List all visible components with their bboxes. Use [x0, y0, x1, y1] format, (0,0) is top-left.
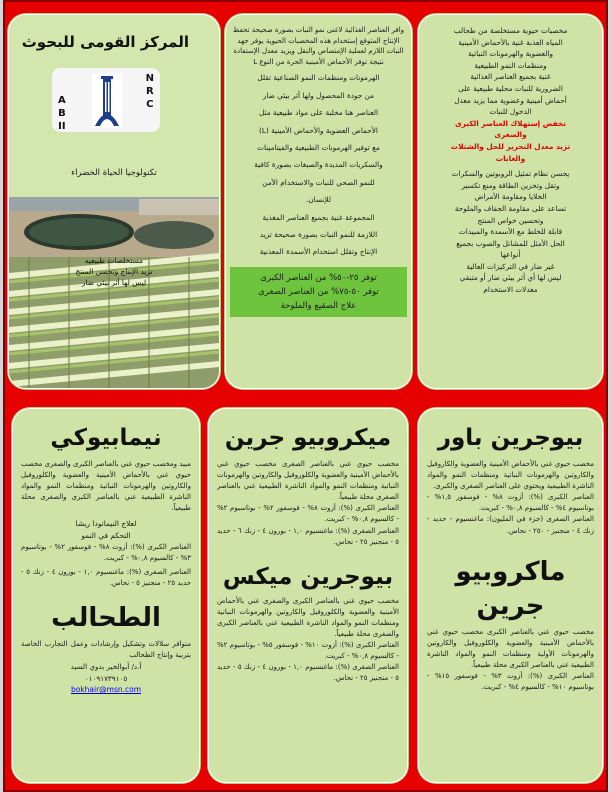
nutrient-line: المجموعة غنية بجميع العناصر المغذية — [262, 212, 375, 222]
cover-line: مستخلصات طبيعيه — [84, 256, 144, 265]
benefit-line: والعضوية والهرمونات النباتية — [468, 49, 553, 59]
contact-email-wrap — [21, 684, 191, 696]
contact-block — [13, 635, 199, 696]
nutrient-line: للنمو الصحي للنبات والاستخدام الآمن — [262, 177, 375, 187]
panel-biogreen-power — [418, 408, 603, 783]
product-details-2 — [209, 592, 407, 685]
product-title-2b: جرين — [476, 590, 545, 621]
benefits-list — [419, 15, 602, 296]
savings-line: توفر ٢٥-٥٠% من العناصر الكبرى — [260, 272, 377, 283]
logo-letter: B — [58, 108, 66, 119]
nutrient-line: الهرمونات ومنظمات النمو الصناعية تقلل — [257, 73, 380, 83]
product-description: مخصب حيوي غني بالعناصر الكبرى والصغرى غني بالأحماض الأمينية والعضوية والكلوروفيل والكاروتين والهرمونات النباتية ومنظمات النمو والمواد الناشرة الطبيعية غني بالعناصر الكبرى والصغرى محلة طبيعياً. — [217, 596, 399, 639]
algae-ponds-photo — [9, 197, 219, 388]
product-description: مبيد ومخصب حيوي غني بالعناصر الكبرى والصغرى مخصب حيوي غني بالأحماض الأمينية والعضوية والكلوروفيل والكاروتين والهرمونات النباتية ومنظمات النمو والمواد الناشرة الطبيعية غني بالعناصر الكبرى والصغرى محلة طبيعياً. — [21, 460, 191, 513]
panel-nemabioki — [12, 408, 200, 783]
logo-letter: C — [146, 99, 154, 110]
benefit-line: المياه العذبة غنية بالأحماض الأمينية — [458, 37, 563, 47]
macro-elements: العناصر الكبرى (%): أزوت ١٠% - فوسفور ٥% - بوتاسيوم ٢% - كالسيوم ٠,٨% - كبريت. — [217, 641, 399, 661]
usage-note: التحكم في النمو — [81, 531, 131, 541]
benefit-line: ومنظمات النمو الطبيعية — [474, 60, 547, 70]
cover-line: ليس لها أثر بيئي ضار — [81, 277, 147, 287]
nutrient-line: والسكريات المديدة والصبغات بصورة كافية — [254, 160, 383, 170]
highlight-line: والصغرى — [494, 130, 527, 140]
benefit-line: يحسن نظام تمثيل الروبوتين والسكرات — [451, 169, 570, 179]
org-title: المركز القومى للبحوث — [21, 33, 189, 51]
product-title-2: بيوجرين ميكس — [222, 563, 394, 590]
nutrient-line: من جودة المحصول ولها أثر بيئي ضار — [262, 90, 375, 100]
benefit-line: ليس لها أي أثر بيئي ضار أو متبقي — [459, 273, 562, 283]
benefit-line: قابلة للخلط مع الأسمدة والمبيدات — [458, 227, 563, 237]
contact-name: أ.د/ أبوالخير بدوي السيد — [70, 662, 142, 672]
nutrient-line: الأحماض العضوية والأحماض الأمينية (L) — [259, 125, 378, 135]
benefit-line: مخصبات حيوية مستخلصة من طحالب — [453, 26, 568, 35]
savings-line: توفر ٥٠-٧٥% من العناصر الصغرى — [258, 286, 379, 297]
nutrient-line: اللازمة للنمو النبات بصورة صحيحة تزيد — [259, 230, 378, 240]
algae-title: الطحالب — [51, 603, 161, 634]
contact-email-link[interactable]: bokhair@msn.com — [70, 685, 142, 695]
benefit-line: أنواعها — [500, 250, 521, 260]
highlight-line: والغابات — [495, 153, 526, 163]
benefit-line: وتحسين خواص المنتج — [477, 215, 544, 225]
highlight-line: تخفض إستهلاك العناصر الكبرى — [455, 118, 566, 128]
product-title: ميكروبيو جرين — [224, 425, 392, 451]
panel-benefits — [418, 14, 603, 389]
benefit-line: غير ضار في التركيزات العالية — [466, 261, 555, 271]
micro-elements: العناصر الصغرى (جزء في المليون): ماغنسيوم - حديد - زنك ٤ - منجنيز - ٢٥٠ - نحاس. — [427, 515, 594, 535]
macro-elements: العناصر الكبرى (%): أزوت ٨% - فوسفور ٢% - بوتاسيوم ٣% - كالسيوم ٠,٨% - كبريت. — [21, 542, 192, 562]
benefit-line: وتقل وتخزين الطاقة ومنع تكسير — [461, 180, 560, 190]
logo-letters-right — [146, 72, 154, 111]
logo-letter: II — [58, 121, 66, 132]
panel-cover — [8, 14, 220, 389]
benefit-line: الحل الأمثل للمشاتل والصوب بجميع — [456, 238, 565, 248]
micro-elements: العناصر الصغرى (%): ماغنسيوم ١,٠ - بورون ٤ - زنك ٥ - حديد ٢٥ - منجنيز ٥ - نحاس. — [21, 567, 191, 587]
product-details-2 — [419, 623, 602, 694]
nutrient-line: الإنتاج وتقلل استخدام الأسمدة المعدنية — [259, 247, 378, 257]
logo-letter: A — [58, 95, 66, 106]
macro-elements: العناصر الكبرى (%): أزوت ٣% - فوسفور ١٥% - بوتاسيوم ١٠% - كالسيوم ٤% - كبريت. — [427, 672, 594, 692]
nutrients-paragraph: وافر العناصر الغذائية لاغنى نمو النبات بصورة صحيحة تحفظ الإنتاج المتوقع إستخدام هذه المخصبات الحيوية يوفر جهد النبات اللازم لعملية الإمتصاص والنقل ويزيد معدل الإستفادة نتيجة توفر الأحماض الأمينية الحرة من النوع L — [232, 26, 405, 66]
savings-box — [230, 267, 407, 317]
algae-services: متوافر سلالات وتشكيل وإرشادات وعمل التجارب الخاصة بتربية وإنتاج الطحالب — [21, 640, 191, 660]
micro-elements: العناصر الصغرى (%): ماغنسيوم ١,٠ - بورون ٤ - زنك ٦ - حديد ٥ - منجنيز ٢٥ - نحاس. — [217, 526, 399, 546]
product-details — [13, 453, 199, 589]
product-title-2a: ماكروبيو — [455, 556, 566, 587]
contact-phone: ٠١٠٩١٧٣٩١٠٥ — [84, 673, 128, 683]
nutrient-line: مع توفير الهرمونات الطبيعية والفيتامينات — [257, 143, 380, 152]
logo-letter: N — [145, 73, 154, 84]
product-description: مخصب حيوي غني بالعناصر الكبرى مخصب حيوي غني بالأحماض الأمينية والعضوية والكلوروفيل والكاروتين والهرمونات الأولية ومنظمات النمو والمواد الناشرة الطبيعية غني بالعناصر الكبرى محلة طبيعياً. — [427, 627, 594, 669]
cover-lines — [9, 256, 219, 288]
logo-letter: R — [145, 86, 154, 97]
product-details — [209, 453, 407, 548]
benefit-line: تساعد على مقاومة الجفاف والملوحة — [454, 203, 567, 213]
macro-elements: العناصر الكبرى (%): أزوت ٨% - فوسفور ١,٥% - بوتاسيوم ٤% - كالسيوم ٠,٨% - كبريت. — [427, 493, 594, 513]
cover-line: تزيد الإنتاج وتحسن المنتج — [75, 266, 153, 276]
micro-elements: العناصر الصغرى (%): ماغنسيوم ١,٠ - بورون ٤ - زنك ٥ - حديد ٥ - منجنيز ٢٥ - نحاس. — [217, 663, 399, 683]
benefit-line: الخلايا ومقاومة الأمراض — [474, 192, 547, 202]
logo-letters-left — [58, 94, 66, 133]
benefit-line: أحماض أمينية وعضوية مما يزيد معدل — [454, 95, 567, 105]
product-description: مخصب حيوي غني بالأحماض الأمينية والعضوية والكاروفيل والكاروتين والهرمونات النباتية ومنظمات النمو والمواد الناشرة الطبيعية ويحتوي على العناصر الصغرى والكبرى. — [427, 460, 594, 491]
nutrient-line: العناصر هنا مخلبة على مواد طبيعية مثل — [258, 108, 379, 118]
benefit-line: غنية بجميع العناصر الغذائية — [470, 72, 551, 82]
highlight-line: تزيد معدل التحرير للحل والشتلات — [450, 141, 571, 151]
savings-line: علاج الصقيع والملوحة — [280, 300, 357, 311]
nrc-logo — [52, 68, 160, 132]
nutrient-line: للإنسان. — [305, 195, 332, 205]
benefit-line: الضرورية للنبات محلية طبيعية على — [458, 83, 563, 93]
product-description: مخصب حيوي غني بالعناصر الصغرى مخصب حيوي غني بالأحماض الأمينية والعضوية والكلوروفيل والكاروتين والهرمونات النباتية ومنظمات النمو والمواد الناشرة الطبيعية غني بالعناصر الصغرى محلة طبيعياً. — [217, 460, 399, 502]
benefit-line: معدلات الاستخدام — [483, 285, 538, 295]
product-title: بيوجرين باور — [437, 425, 584, 451]
product-title: نيمابيوكي — [50, 425, 162, 451]
nutrients-list — [226, 67, 411, 260]
benefit-line: الدخول للنبات — [489, 107, 532, 117]
cover-subtitle: تكنولوجيا الحياة الخضراء — [71, 168, 157, 178]
tower-emblem-icon — [92, 74, 122, 128]
macro-elements: العناصر الكبرى (%): أزوت ٨% - فوسفور ٢% - بوتاسيوم ٢% - كالسيوم ٠,٨% - كبريت. — [217, 504, 400, 524]
panel-nutrients — [225, 14, 412, 389]
panel-microbio-green — [208, 408, 408, 783]
usage-note: لعلاج النيماتودا ريشا — [75, 519, 137, 529]
product-details — [419, 453, 602, 537]
